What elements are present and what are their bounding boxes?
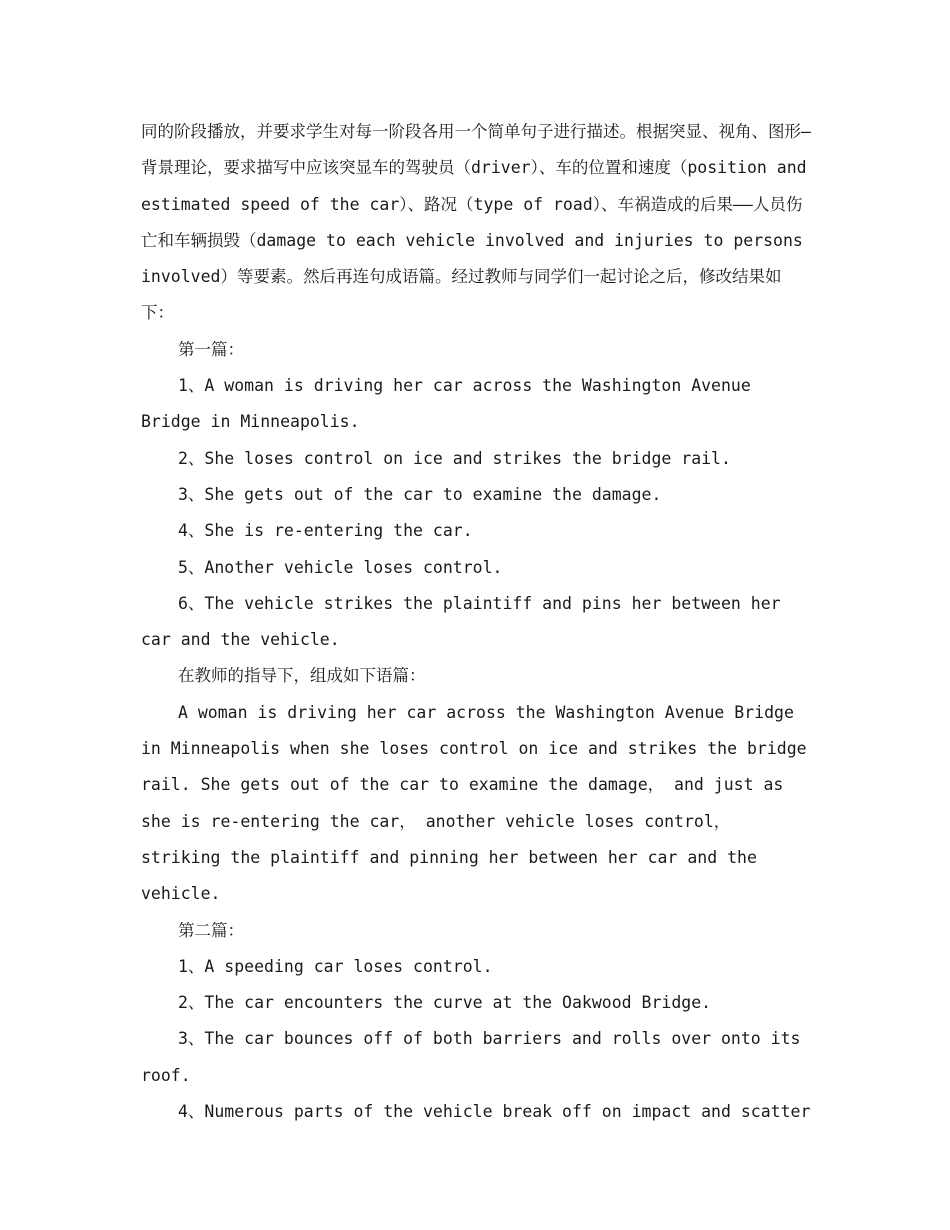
- second-item-4: 4、Numerous parts of the vehicle break off on impact and scatter: [178, 1102, 811, 1122]
- first-item-2: 2、She loses control on ice and strikes the bridge rail.: [178, 448, 731, 468]
- intro-paragraph: 同的阶段播放，并要求学生对每一阶段各用一个简单句子进行描述。根据突显、视角、图形—背景理论，要求描写中应该突显车的驾驶员（driver）、车的位置和速度（position and estimated speed of the car）、路况（type of road）、车祸造成的后果——人员伤亡和车辆损毁（damage to each vehicle involved and injuries to persons involved）等要素。然后再连句成语篇。经过教师与同学们一起讨论之后，修改结果如下：: [141, 122, 811, 323]
- first-composed-paragraph: A woman is driving her car across the Washington Avenue Bridge in Minneapolis when she loses control on ice and strikes the bridge rail. She gets out of the car to examine the damage， and just as she is re-entering the car， another vehicle loses control， striking the plaintiff and pinning her between her car and the vehicle.: [141, 702, 807, 904]
- first-item-4: 4、She is re-entering the car.: [178, 521, 473, 541]
- first-item-3: 3、She gets out of the car to examine the damage.: [178, 484, 662, 504]
- second-item-2: 2、The car encounters the curve at the Oakwood Bridge.: [178, 993, 712, 1013]
- first-item-5: 5、Another vehicle loses control.: [178, 557, 503, 577]
- section-heading-second: 第二篇：: [178, 920, 244, 940]
- document-body: [141, 114, 813, 1130]
- second-item-1: 1、A speeding car loses control.: [178, 956, 493, 976]
- second-item-3: 3、The car bounces off of both barriers and rolls over onto its roof.: [141, 1029, 801, 1085]
- first-item-1: 1、A woman is driving her car across the Washington Avenue Bridge in Minneapolis.: [141, 376, 751, 432]
- guidance-heading: 在教师的指导下，组成如下语篇：: [178, 666, 426, 686]
- section-heading-first: 第一篇：: [178, 339, 244, 359]
- first-item-6: 6、The vehicle strikes the plaintiff and pins her between her car and the vehicle.: [141, 593, 781, 650]
